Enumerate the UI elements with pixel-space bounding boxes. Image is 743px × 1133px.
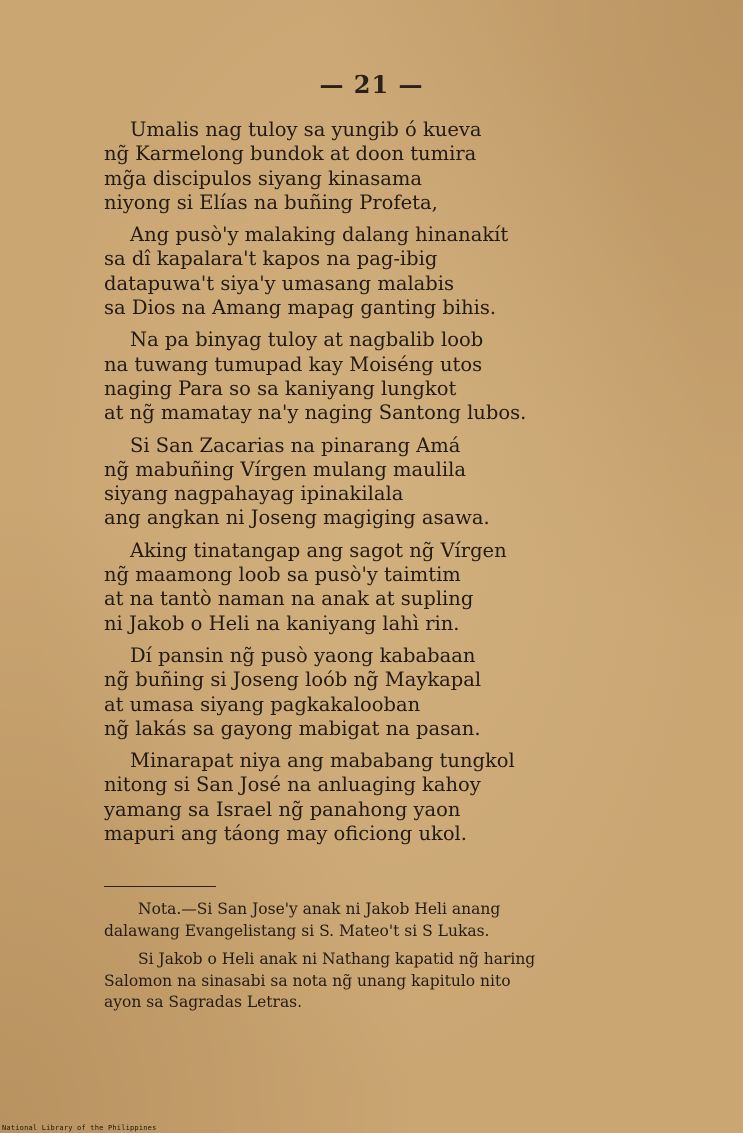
poem-line: niyong si Elías na buñing Profeta, <box>104 190 438 214</box>
library-credit: National Library of the Philippines <box>2 1124 157 1132</box>
footnote-line: ayon sa Sagradas Letras. <box>104 993 303 1011</box>
footnote-line: Si Jakob o Heli anak ni Nathang kapatid ng̃ haring <box>138 950 536 968</box>
poem-line: at ng̃ mamatay na'y naging Santong lubos. <box>104 401 527 425</box>
footnote-1 <box>104 899 624 942</box>
poem-line: Aking tinatangap ang sagot ng̃ Vírgen <box>130 538 507 562</box>
poem-line: nitong si San José na anluaging kahoy <box>104 773 481 797</box>
poem-line: Umalis nag tuloy sa yungib ó kueva <box>130 118 482 141</box>
poem-line: sa Dios na Amang mapag ganting bihis. <box>104 296 497 320</box>
footnote-line: dalawang Evangelistang si S. Mateo't si S Lukas. <box>104 921 490 940</box>
poem-line: ng̃ lakás sa gayong mabigat na pasan. <box>104 716 481 740</box>
footnote-line: Salomon na sinasabi sa nota ng̃ unang kapitulo nito <box>104 971 511 990</box>
poem-line: datapuwa't siya'y umasang malabis <box>104 271 455 295</box>
poem-line: at umasa siyang pagkakalooban <box>104 692 421 716</box>
stanza-4 <box>104 434 574 531</box>
stanza-1 <box>104 118 574 215</box>
footnotes <box>104 899 624 1021</box>
poem-line: naging Para so sa kaniyang lungkot <box>104 376 457 400</box>
poem-line: siyang nagpahayag ipinakilala <box>104 482 404 506</box>
poem-line: ng̃ maamong loob sa pusò'y taimtim <box>104 563 461 587</box>
poem-body <box>104 118 574 854</box>
poem-line: ng̃ buñing si Joseng loób ng̃ Maykapal <box>104 668 482 692</box>
poem-line: Na pa binyag tuloy at nagbalib loob <box>130 328 484 352</box>
stanza-5 <box>104 539 574 636</box>
stanza-7 <box>104 749 574 846</box>
poem-line: ng̃ mabuñing Vírgen mulang maulila <box>104 457 467 481</box>
page-number: — 21 — <box>319 70 424 99</box>
poem-line: yamang sa Israel ng̃ panahong yaon <box>104 797 461 821</box>
poem-line: mg̃a discipulos siyang kinasama <box>104 166 423 190</box>
stanza-6 <box>104 644 574 741</box>
poem-line: Minarapat niya ang mababang tungkol <box>130 749 515 773</box>
poem-line: mapuri ang táong may oficiong ukol. <box>104 822 467 846</box>
poem-line: Dí pansin ng̃ pusò yaong kababaan <box>130 643 476 667</box>
footnote-line: Nota.—Si San Jose'y anak ni Jakob Heli anang <box>138 900 501 918</box>
footnote-2 <box>104 949 624 1014</box>
footnote-divider <box>104 886 216 887</box>
stanza-2 <box>104 223 574 320</box>
poem-line: na tuwang tumupad kay Moiséng utos <box>104 352 483 376</box>
poem-line: ni Jakob o Heli na kaniyang lahì rin. <box>104 611 460 635</box>
poem-line: ng̃ Karmelong bundok at doon tumira <box>104 142 477 166</box>
poem-line: sa dî kapalara't kapos na pag-ibig <box>104 247 438 271</box>
poem-line: Ang pusò'y malaking dalang hinanakít <box>130 223 509 247</box>
stanza-3 <box>104 328 574 425</box>
poem-line: ang angkan ni Joseng magiging asawa. <box>104 506 490 530</box>
poem-line: Si San Zacarias na pinarang Amá <box>130 433 461 457</box>
poem-line: at na tantò naman na anak at supling <box>104 587 474 611</box>
